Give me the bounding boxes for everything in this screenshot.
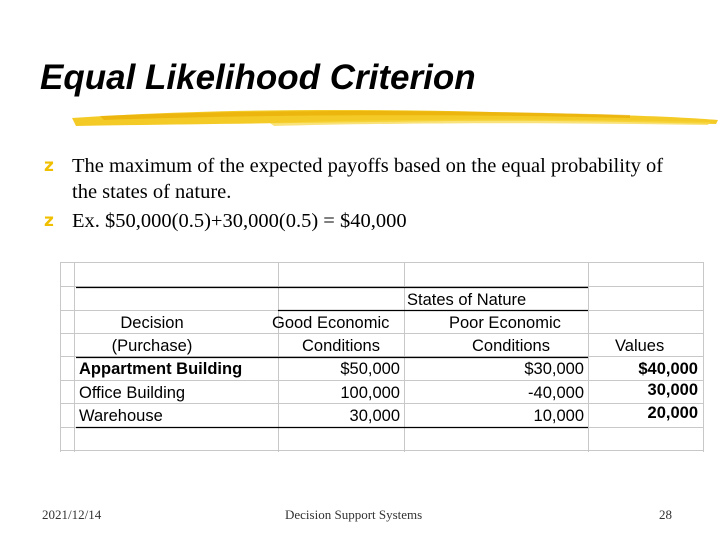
row-expected-value: 30,000 (647, 381, 698, 399)
row-good-value: $50,000 (340, 360, 400, 378)
row-decision: Office Building (79, 384, 186, 402)
row-good-value: 30,000 (349, 407, 400, 425)
decision-header: Decision (120, 314, 184, 332)
footer-title: Decision Support Systems (285, 507, 423, 522)
bullet-text: The maximum of the expected payoffs based on the equal probability of the states of nature. (72, 155, 664, 203)
poor-economic-header: Poor Economic (449, 314, 561, 332)
bullet-icon: z (44, 156, 54, 176)
good-economic-header: Good Economic (272, 314, 390, 332)
bullet-list (44, 153, 684, 237)
spreadsheet-table (60, 262, 704, 452)
row-expected-value: $40,000 (638, 360, 698, 378)
row-expected-value: 20,000 (647, 404, 698, 422)
states-of-nature-header: States of Nature (407, 291, 527, 309)
row-poor-value: 10,000 (533, 407, 584, 425)
footer-date: 2021/12/14 (42, 507, 102, 522)
row-good-value: 100,000 (340, 384, 400, 402)
poor-economic-subheader: Conditions (472, 337, 550, 355)
good-economic-subheader: Conditions (302, 337, 380, 355)
slide-title: Equal Likelihood Criterion (40, 58, 476, 97)
bullet-item (44, 208, 684, 234)
title-underline-brushstroke (70, 104, 720, 134)
bullet-item (44, 153, 684, 205)
row-decision: Warehouse (79, 407, 163, 425)
values-header: Values (615, 337, 665, 355)
bullet-icon: z (44, 211, 54, 231)
decision-subheader: (Purchase) (111, 337, 193, 355)
row-poor-value: -40,000 (528, 384, 584, 402)
row-poor-value: $30,000 (524, 360, 584, 378)
page-number: 28 (659, 507, 672, 522)
bullet-text: Ex. $50,000(0.5)+30,000(0.5) = $40,000 (72, 210, 407, 232)
row-decision: Appartment Building (79, 360, 243, 378)
